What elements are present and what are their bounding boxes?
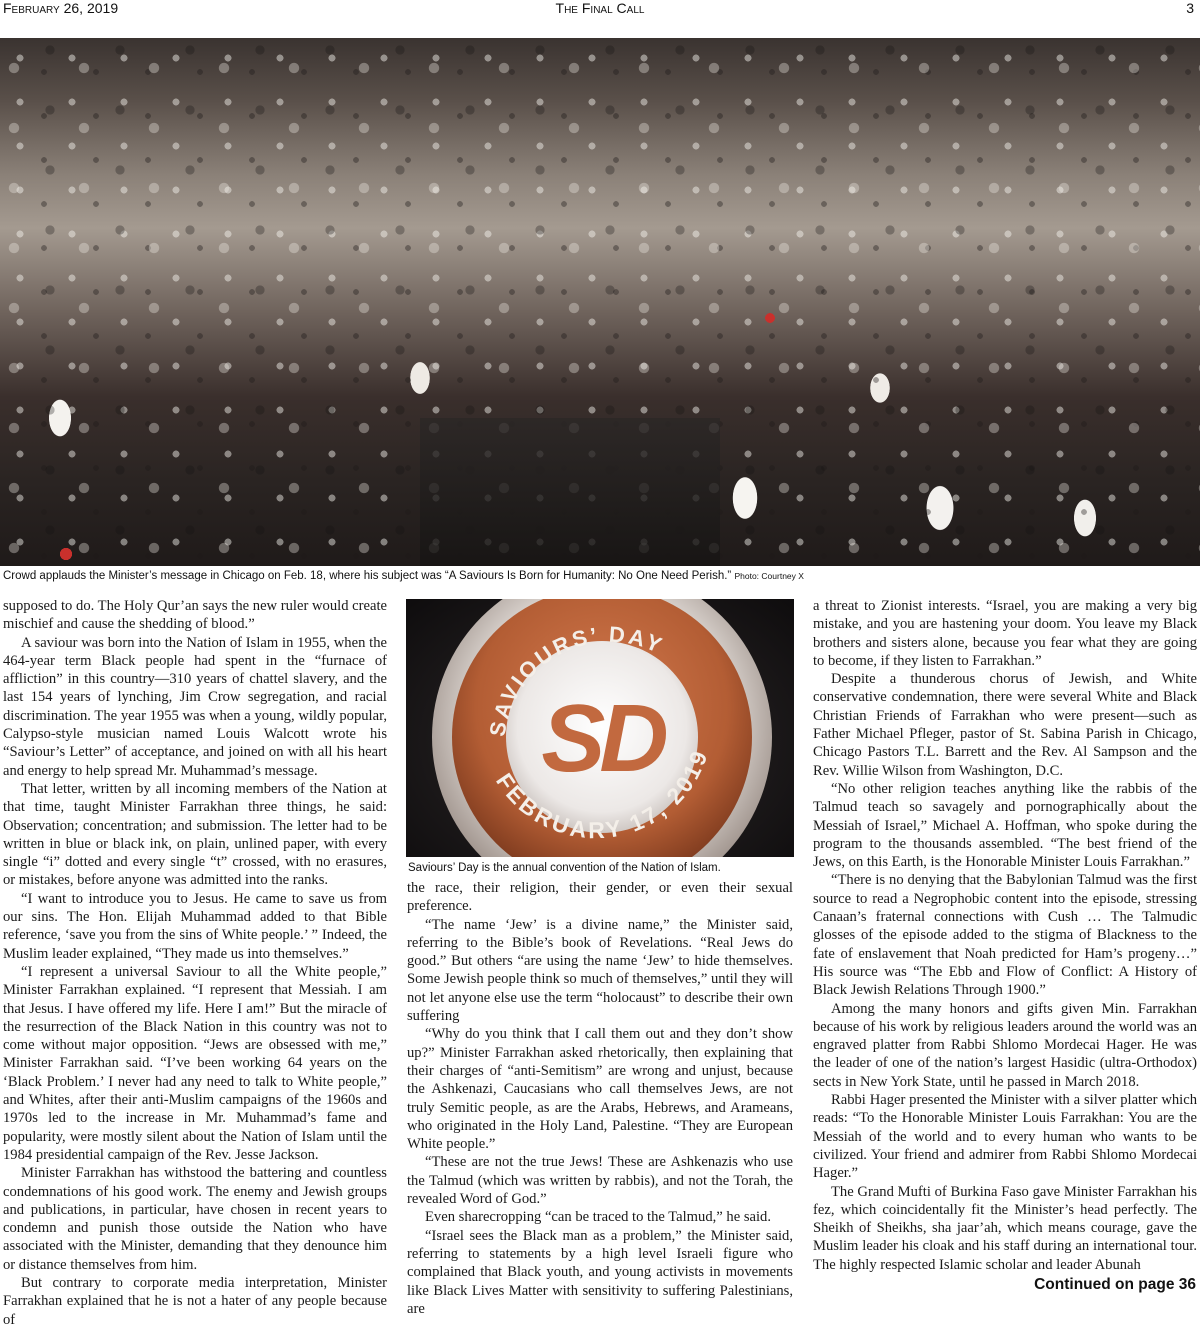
logo-caption: Saviours’ Day is the annual convention of the Nation of Islam.: [408, 862, 721, 874]
page-number: 3: [1186, 0, 1194, 16]
article-column-2: [407, 879, 793, 1317]
paragraph: “I want to introduce you to Jesus. He came to save us from our sins. The Hon. Elijah Muhammad added to that Bible reference, ‘save you from the sins of White people.’ ” Indeed, the Muslim leader explained, “They made us into themselves.”: [3, 890, 387, 962]
emblem-arc-bottom: FEBRUARY 17, 2019: [491, 745, 714, 844]
paragraph: “There is no denying that the Babylonian Talmud was the first source to read a Negrophobic content into the episode, stressing Canaan’s fraternal connections with Cush … The Talmudic glosses of the episode added to the stigma of Blackness to the fate of enslavement that Noah predicted for Ham’s progeny…” His source was “The Ebb and Flow of Conflict: A History of Black Jewish Relations Through 1900.”: [813, 872, 1197, 999]
aisle-floor: [420, 418, 720, 566]
paragraph: supposed to do. The Holy Qur’an says the new ruler would create mischief and cause the shedding of blood.”: [3, 598, 387, 633]
article-column-3: [813, 597, 1197, 1277]
paragraph: But contrary to corporate media interpretation, Minister Farrakhan explained that he is not a hater of any people because of: [3, 1274, 387, 1328]
paragraph: “The name ‘Jew’ is a divine name,” the Minister said, referring to the Bible’s book of Revelations. “Real Jews do good.” But others “are using the name ‘Jew’ to hide themselves. Some Jewish people think so much of themselves,” until they will not let anyone else use the term “holocaust” to describe their own suffering: [407, 916, 793, 1025]
paragraph: Rabbi Hager presented the Minister with a silver platter which reads: “To the Honorable Minister Louis Farrakhan: You are the Messiah of the world and to every human who wants to be civilized. Your friend and admirer from Rabbi Shlomo Mordecai Hager.”: [813, 1092, 1197, 1182]
photo-caption-text: Crowd applauds the Minister’s message in Chicago on Feb. 18, where his subject was “A Saviours Is Born for Humanity: No One Need Perish.”: [3, 570, 732, 582]
issue-date: February 26, 2019: [3, 0, 119, 16]
newspaper-name: The Final Call: [555, 0, 645, 16]
article-column-1: [3, 597, 387, 1328]
paragraph: the race, their religion, their gender, or even their sexual preference.: [407, 880, 793, 915]
paragraph: Even sharecropping “can be traced to the Talmud,” he said.: [425, 1209, 771, 1226]
page-header: [0, 0, 1200, 16]
paragraph: “Why do you think that I call them out and they don’t show up?” Minister Farrakhan asked rhetorically, then explaining that their charges of “anti-Semitism” are wrong and unjust, because the Ashkenazi, Caucasians who call themselves Jews, are not truly Semitic people, as are the Arabs, Hebrews, and Arameans, who originated in the Holy Land, Palestine. “They are European White people.”: [407, 1026, 793, 1153]
photo-credit: Photo: Courtney X: [734, 571, 804, 581]
paragraph: Among the many honors and gifts given Min. Farrakhan because of his work by religious leaders around the world was an engraved platter from Rabbi Shlomo Mordecai Hager. He was the leader of one of the nation’s largest Hasidic (ultra-Orthodox) sects in New York State, until he passed in March 2018.: [813, 1000, 1197, 1090]
saviours-day-logo-photo: [406, 599, 794, 857]
crowd-photo: [0, 38, 1200, 566]
paragraph: a threat to Zionist interests. “Israel, you are making a very big mistake, and you are hastening your doom. You leave my Black brothers and sisters alone, because you fear what they are going to become, if they listen to Farrakhan.”: [813, 598, 1197, 669]
continued-on-page-link[interactable]: Continued on page 36: [1034, 1276, 1196, 1293]
photo-caption: [3, 568, 1197, 584]
paragraph: “These are not the true Jews! These are Ashkenazis who use the Talmud (which was written by rabbis), and not the Torah, the revealed Word of God.”: [407, 1154, 793, 1208]
paragraph: That letter, written by all incoming members of the Nation at that time, taught Minister Farrakhan three things, he said: Observation; concentration; and submission. The letter had to be written in blue or black ink, on plain, unlined paper, with every single “i” dotted and every single “t” crossed, with no erasures, or mistakes, before anyone was admitted into the ranks.: [3, 780, 387, 889]
paragraph: Despite a thunderous chorus of Jewish, and White conservative condemnation, there were several White and Black Christian Friends of Farrakhan who were present—such as Father Michael Pfleger, pastor of St. Sabina Parish in Chicago, Chicago Pastors T.L. Barrett and the Rev. Al Sampson and the Rev. Willie Wilson from Washington, D.C.: [813, 671, 1197, 779]
paragraph: “No other religion teaches anything like the rabbis of the Talmud teach so savagely and pornographically about the Messiah of Israel,” Michael A. Hoffman, who spoke during the program to the thousands assembled. “The best friend of the Jews, on this Earth, is the Honorable Minister Louis Farrakhan.”: [813, 780, 1197, 871]
paragraph: Minister Farrakhan has withstood the battering and countless condemnations of his good work. The enemy and Jewish groups and publications, in particular, have chosen in recent years to condemn and punish those outside the Nation who have associated with the Minister, demanding that they denounce him or distance themselves from him.: [3, 1165, 387, 1273]
paragraph: “I represent a universal Saviour to all the White people,” Minister Farrakhan explained. “I represent that Messiah. I am that Jesus. I have offered my life. Here I am!” But the miracle of the resurrection of the Black Nation in this country was not to come without major opposition. “Jews are obsessed with me,” Minister Farrakhan said. “I’ve been working 64 years on the ‘Black Problem.’ I never had any need to talk to White people,” and Whites, after their anti-Muslim campaigns of the 1960s and 1970s led to the increase in Mr. Muhammad’s fame and popularity, were mostly silent about the Nation of Islam until the 1984 presidential campaign of the Rev. Jesse Jackson.: [3, 963, 387, 1163]
emblem-arc-top: SAVIOURS’ DAY: [484, 621, 669, 739]
paragraph: A saviour was born into the Nation of Islam in 1955, when the 464-year term Black people had spent in the “furnace of affliction” in this country—310 years of chattel slavery, and the last 154 years of lynching, Jim Crow segregation, and racial discrimination. The year 1955 was when a young, wildly popular, Calypso-style musician named Louis Walcott wrote his “Saviour’s Letter” of acceptance, and joined on with all his heart and energy to help spread Mr. Muhammad’s message.: [3, 634, 387, 779]
paragraph: “Israel sees the Black man as a problem,” the Minister said, referring to statements by a high level Israeli figure who complained that Black youth, and young activists in movements like Black Lives Matter with sensitivity to suffering Palestinians, are: [407, 1227, 793, 1317]
paragraph: The Grand Mufti of Burkina Faso gave Minister Farrakhan his fez, which coincidentally fit the Minister’s head perfectly. The Sheikh of Sheikhs, sha jaar’ah, which means courage, gave the Muslim leader his cloak and his staff during an international tour. The highly respected Islamic scholar and leader Abunah: [813, 1183, 1197, 1273]
saviours-day-emblem: [406, 599, 794, 857]
emblem-monogram: SD: [541, 685, 663, 792]
